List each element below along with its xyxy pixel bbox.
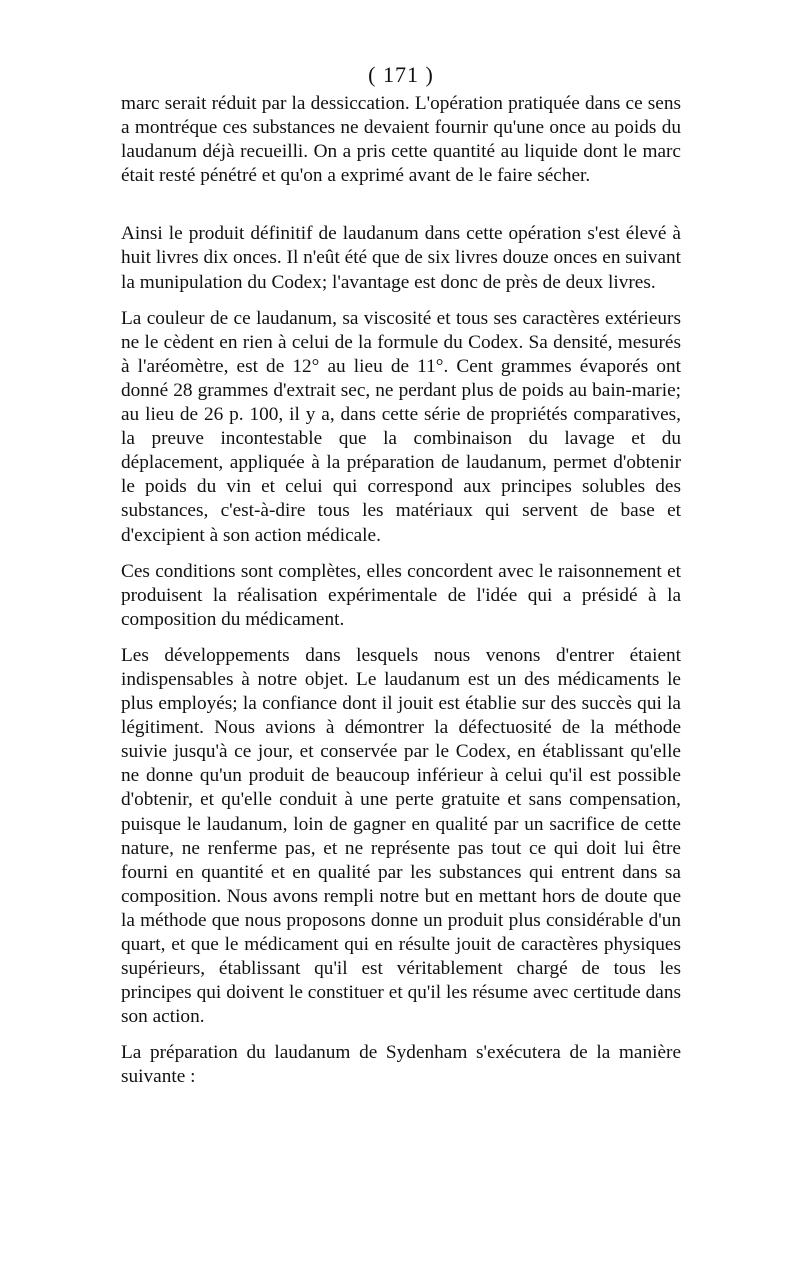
paragraph-final-yield: Ainsi le produit définitif de laudanum dans cette opération s'est élevé à huit livres dix onces. Il n'eût été que de six livres douze onces en suivant la munipulation du Codex; l'avantage est donc de près de deux livres.: [121, 223, 681, 293]
paragraph-properties: La couleur de ce laudanum, sa viscosité et tous ses caractères extérieurs ne le cèdent en rien à celui de la formule du Codex. Sa densité, mesurés à l'aréomètre, est de 12° au lieu de 11°. Cent grammes évaporés ont donné 28 grammes d'extrait sec, ne perdant plus de poids au bain-marie; au lieu de 26 p. 100, il y a, dans cette série de propriétés comparatives, la preuve incontestable que la combinaison du lavage et du déplacement, appliquée à la préparation de laudanum, permet d'obtenir le poids du vin et celui qui correspond aux principes solubles des substances, c'est-à-dire tous les matériaux qui servent de base et d'excipient à son action médicale.: [121, 307, 681, 546]
page-number: ( 171 ): [368, 62, 434, 87]
paragraph-developments: Les développements dans lesquels nous venons d'entrer étaient indispensables à notre objet. Le laudanum est un des médicaments le plus employés; la confiance dont il jouit est établie sur des succès qui la légitiment. Nous avions à démontrer la défectuosité de la méthode suivie jusqu'à ce jour, et conservée par le Codex, en établissant qu'elle ne donne qu'un produit de beaucoup inférieur à celui qu'il est possible d'obtenir, et qu'elle conduit à une perte gratuite et sans compensation, puisque le laudanum, loin de gagner en qualité par un sacrifice de cette nature, ne renferme pas, et ne représente pas tout ce qui doit lui être fourni en quantité et en qualité par les substances qui entrent dans sa composition. Nous avons rempli notre but en mettant hors de doute que la méthode que nous proposons donne un produit plus considérable d'un quart, et que le médicament qui en résulte jouit de caractères physiques supérieurs, établissant qu'il est véritablement chargé de tous les principes qui doivent le constituer et qu'il les résume avec certitude dans son action.: [121, 644, 681, 1028]
paragraph-preparation-intro: La préparation du laudanum de Sydenham s'exécutera de la manière suivante :: [121, 1042, 681, 1088]
paragraph-continuation: marc serait réduit par la dessiccation. L'opération pratiquée dans ce sens a montréque ces substances ne devaient fournir qu'une once au poids du laudanum déjà recueilli. On a pris cette quantité au liquide dont le marc était resté pénétré et qu'on a exprimé avant de le faire sécher.: [121, 93, 681, 187]
book-page: [121, 60, 681, 1090]
paragraph-conditions: Ces conditions sont complètes, elles concordent avec le raisonnement et produisent la réalisation expérimentale de l'idée qui a présidé à la composition du médicament.: [121, 560, 681, 630]
